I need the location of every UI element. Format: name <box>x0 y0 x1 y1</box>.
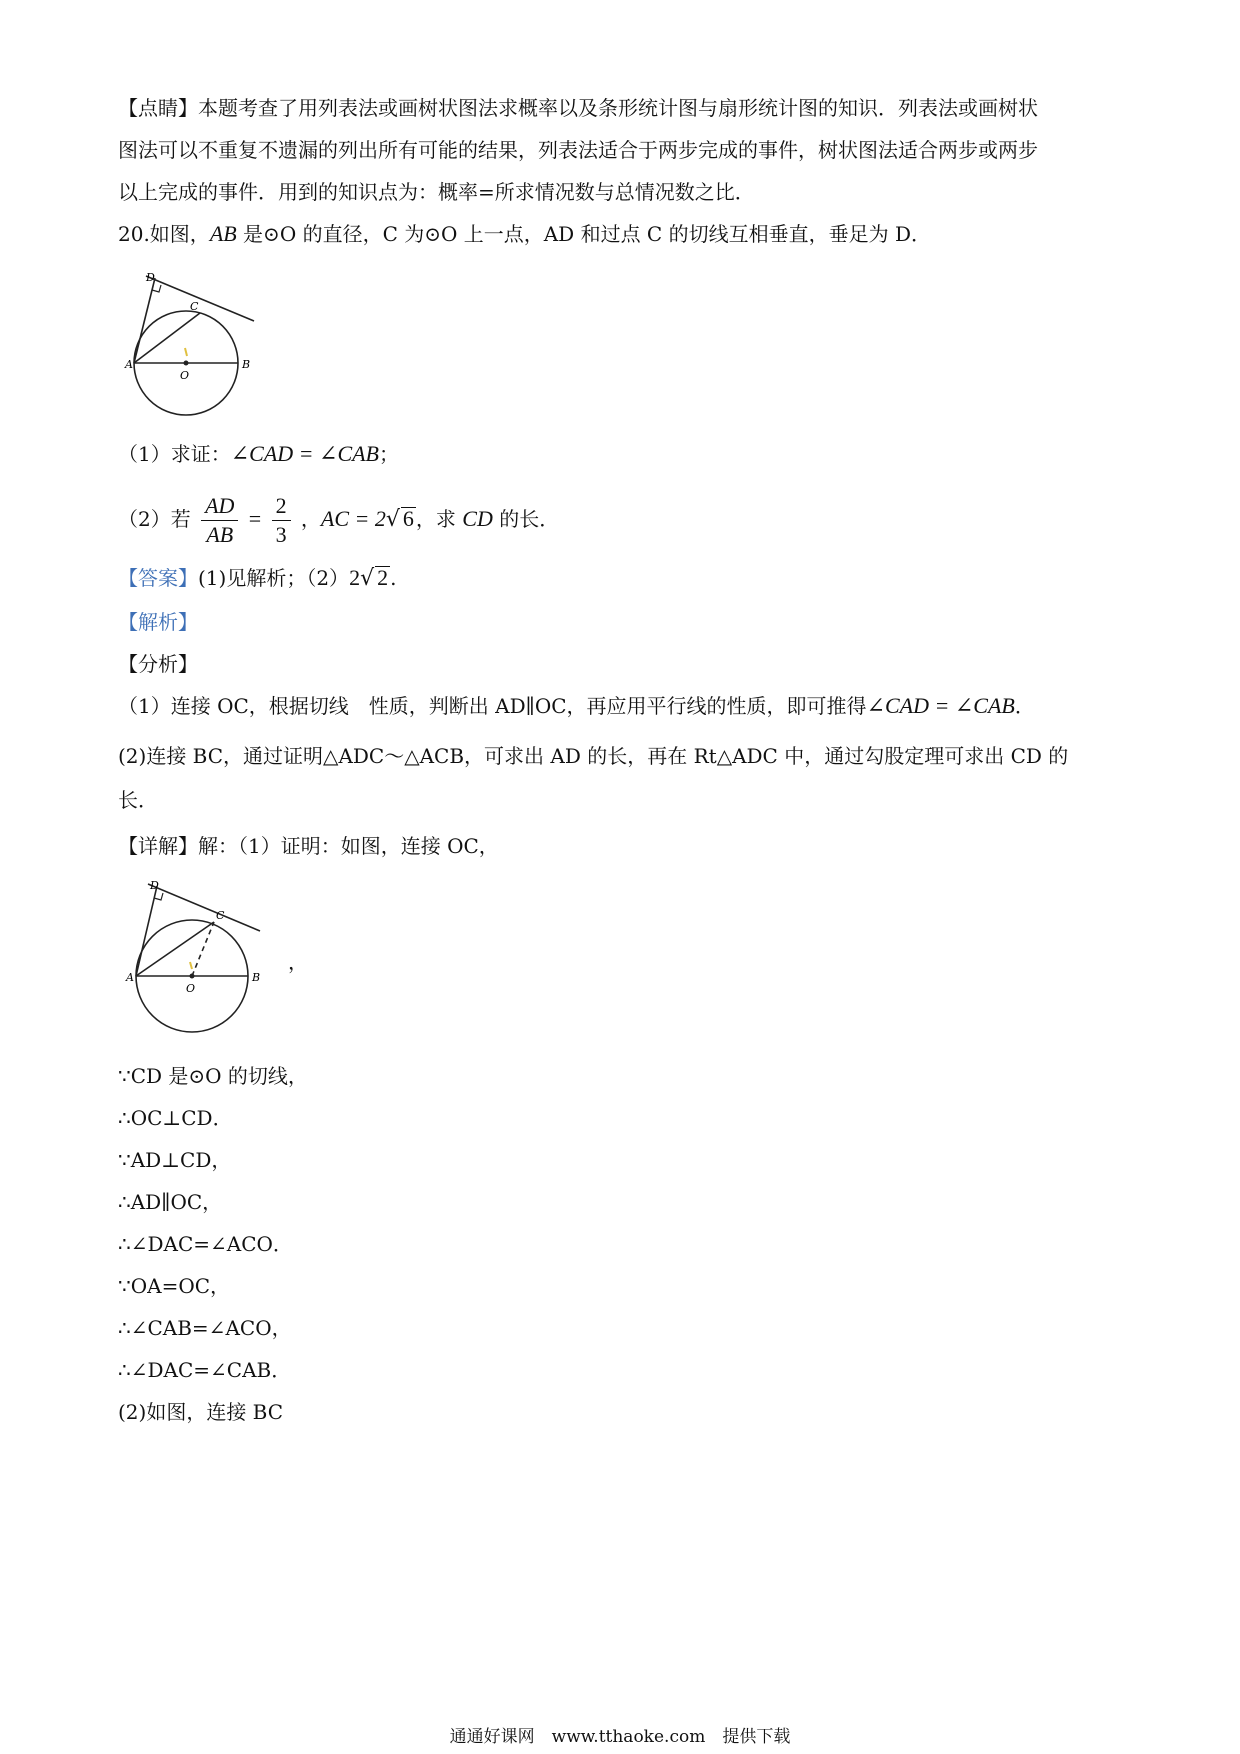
fraction-denominator: AB <box>206 522 234 547</box>
answer-label: 【答案】 <box>118 566 198 590</box>
label-d: D <box>146 271 155 284</box>
part-2-comma: ， <box>300 507 321 531</box>
figure-comma: ， <box>288 950 308 974</box>
fraction-numerator: AD <box>201 492 238 521</box>
part-2-suffix-b: 的长． <box>492 507 560 531</box>
label-o-2: O <box>186 982 196 995</box>
proof-step-8: ∴∠DAC=∠CAB． <box>118 1358 292 1382</box>
part-1-prefix: （1）求证： <box>118 442 231 466</box>
geometry-figure-2 <box>128 880 278 1035</box>
question-20-prefix: 20.如图， <box>118 222 210 246</box>
fraction-numerator-2: 2 <box>272 492 291 521</box>
fraction-ad-ab <box>201 492 238 549</box>
proof-step-5: ∴∠DAC=∠ACO． <box>118 1232 293 1256</box>
fraction-two-thirds <box>272 492 291 549</box>
part-2-cd: CD <box>462 506 493 531</box>
proof-step-7: ∴∠CAB=∠ACO， <box>118 1316 292 1340</box>
answer-end: . <box>390 566 397 590</box>
proof-step-1: ∵CD 是⊙O 的切线， <box>118 1064 308 1088</box>
question-20-ab: AB <box>209 221 237 246</box>
fenxi-line-1-text: （1）连接 OC，根据切线 性质，判断出 AD∥OC，再应用平行线的性质，即可推得 <box>118 694 867 718</box>
page-footer: 通通好课网 www.tthaoke.com 提供下载 <box>449 1727 791 1747</box>
center-point-2 <box>190 974 195 979</box>
jiexi-label: 【解析】 <box>118 610 198 634</box>
fenxi-line-1-end: ． <box>1014 694 1035 718</box>
tangent-line-2 <box>148 884 260 931</box>
dianjing-line-2: 图法可以不重复不遗漏的列出所有可能的结果，列表法适合于两步完成的事件，树状图法适合两步或两步 <box>118 138 1038 162</box>
fenxi-line-1 <box>118 692 1035 720</box>
label-a: A <box>125 358 133 371</box>
tangent-line <box>146 276 254 321</box>
segment-ad-2 <box>136 886 157 976</box>
fenxi-line-3: 长． <box>118 788 158 812</box>
question-part-2: （2）若 $\frac{AD}{AB}$ = $\frac{2}{3}$ ，AC = 2√ 6 ，求 CD 的长． <box>118 493 560 547</box>
label-o: O <box>180 369 190 382</box>
label-c-2: C <box>216 909 225 922</box>
label-b-2: B <box>252 971 261 984</box>
label-c: C <box>190 300 199 313</box>
highlight-mark <box>185 348 187 356</box>
part-2-ac: AC = 2 <box>320 506 386 531</box>
fenxi-line-2: (2)连接 BC，通过证明△ADC～△ACB，可求出 AD 的长，再在 Rt△ADC 中，通过勾股定理可求出 CD 的 <box>118 744 1069 768</box>
question-20-text: 是⊙O 的直径，C 为⊙O 上一点，AD 和过点 C 的切线互相垂直，垂足为 D． <box>236 222 931 246</box>
fenxi-line-1-formula: ∠CAD = ∠CAB <box>866 693 1015 718</box>
equals-sign: = <box>248 506 262 531</box>
proof-step-2: ∴OC⊥CD． <box>118 1106 233 1130</box>
question-part-1 <box>118 440 399 468</box>
geometry-figure-1 <box>125 270 268 420</box>
answer-coef: 2 <box>349 565 361 590</box>
part-1-suffix: ； <box>379 442 399 466</box>
answer-line: 【答案】(1)见解析；（2）2√ 2 . <box>118 565 397 591</box>
part-2-suffix-a: ，求 <box>415 507 463 531</box>
label-a-2: A <box>126 971 134 984</box>
answer-text: (1)见解析；（2） <box>198 566 350 590</box>
proof-step-4: ∴AD∥OC， <box>118 1190 223 1214</box>
dianjing-line-3: 以上完成的事件．用到的知识点为：概率=所求情况数与总情况数之比． <box>118 180 755 204</box>
dianjing-line-1: 【点睛】本题考查了用列表法或画树状图法求概率以及条形统计图与扇形统计图的知识．列表法或画树状 <box>118 96 1038 120</box>
fraction-denominator-3: 3 <box>275 522 287 547</box>
center-point <box>184 361 189 366</box>
label-d-2: D <box>150 879 159 892</box>
part-2-prefix: （2）若 <box>118 507 191 531</box>
xiangjie-line: 【详解】解：（1）证明：如图，连接 OC， <box>118 834 499 858</box>
part-1-formula: ∠CAD = ∠CAB <box>230 441 379 466</box>
fenxi-label: 【分析】 <box>118 652 198 676</box>
proof-step-6: ∵OA=OC， <box>118 1274 231 1298</box>
sqrt-6: 6 <box>402 506 414 531</box>
answer-sqrt-2: 2 <box>377 565 389 590</box>
proof-step-3: ∵AD⊥CD， <box>118 1148 232 1172</box>
part-2-heading: (2)如图，连接 BC <box>118 1400 284 1424</box>
highlight-mark-2 <box>190 962 192 969</box>
label-b: B <box>242 358 251 371</box>
question-20 <box>118 220 931 248</box>
